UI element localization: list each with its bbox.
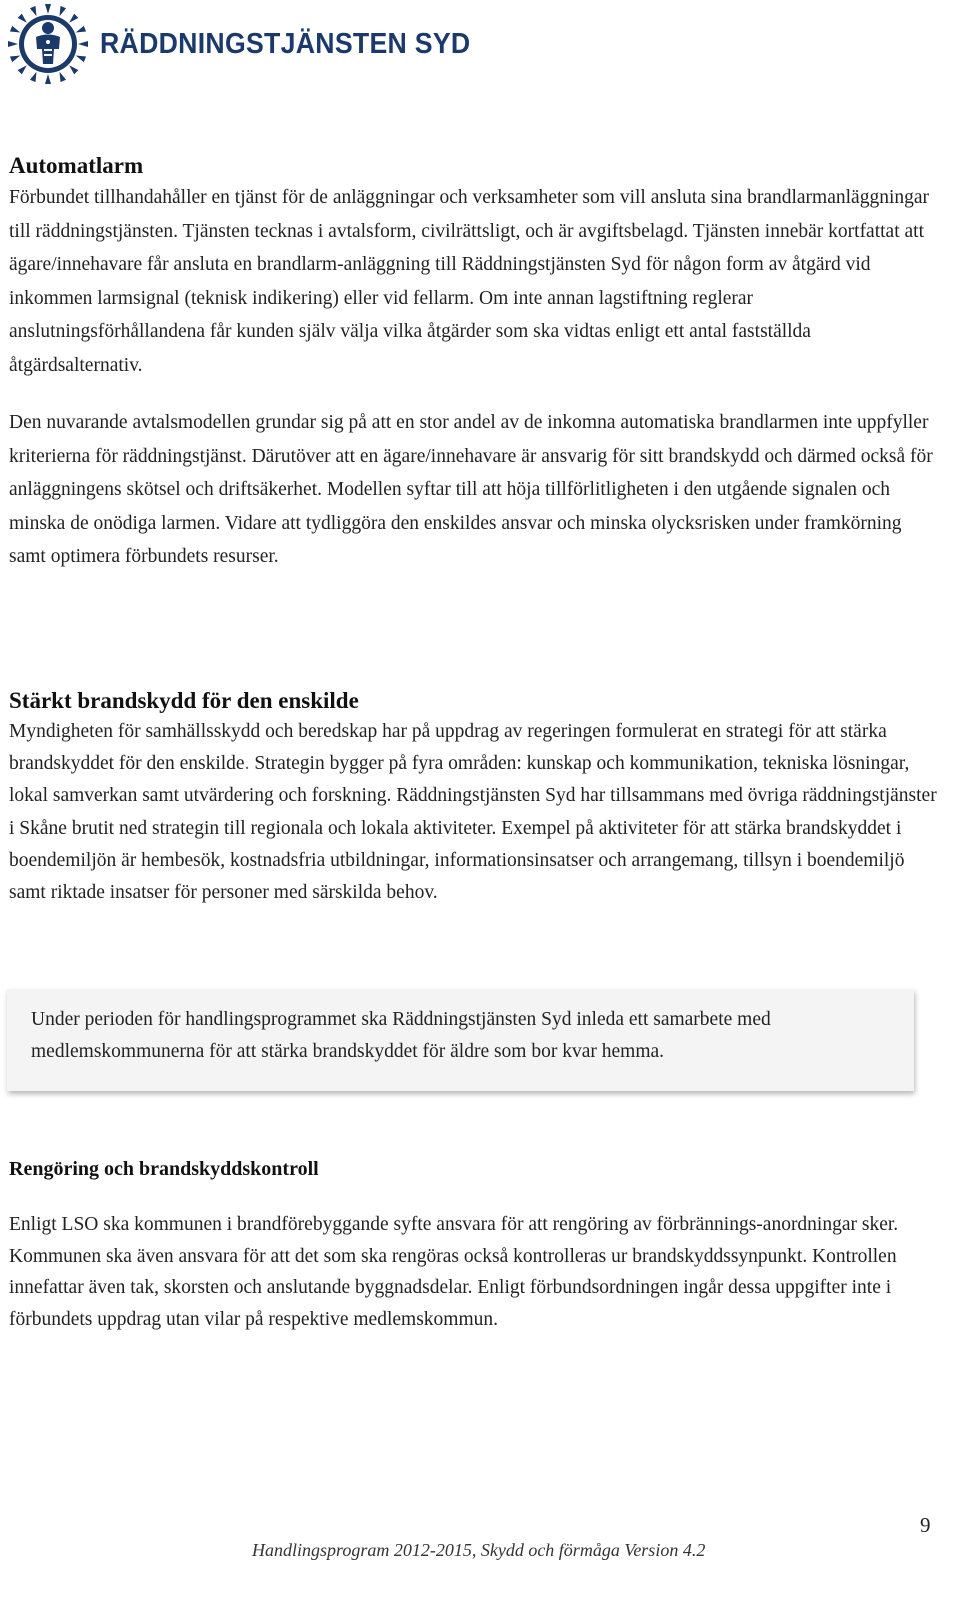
section-heading: Stärkt brandskydd för den enskilde — [9, 688, 359, 713]
body-paragraph: Den nuvarande avtalsmodellen grundar sig på att en stor andel av de inkomna automatiska brandlarmen inte uppfyller kriterierna för räddningstjänst. Därutöver att en ägare/innehavare är ansvarig för sitt brandskydd och därmed också för anläggningens skötsel och driftsäkerhet. Modellen syftar till att höja tillförlitligheten i den utgående signalen och minska de onödiga larmen. Vidare att tydliggöra den enskildes ansvar och minska olycksrisken under framkörning samt optimera förbundets resurser. — [9, 412, 933, 567]
body-paragraph — [9, 716, 939, 909]
rescue-service-emblem-icon — [6, 2, 90, 86]
body-paragraph: Enligt LSO ska kommunen i brandförebyggande syfte ansvara för att rengöring av förbrännings-anordningar sker. Kommunen ska även ansvara för att det som ska rengöras också kontrolleras ur brandskyddssynpunkt. Kontrollen innefattar även tak, skorsten och anslutande byggnadsdelar. Enligt förbundsordningen ingår dessa uppgifter inte i förbundets uppdrag utan vilar på respektive medlemskommun. — [9, 1214, 899, 1330]
org-name: RÄDDNINGSTJÄNSTEN SYD — [100, 27, 471, 60]
section-heading: Rengöring och brandskyddskontroll — [9, 1158, 319, 1180]
section-brandskydd — [9, 686, 939, 909]
header-logo — [6, 2, 503, 86]
paragraph-text-start: Myndigheten för samhällsskydd och beredskap har på uppdrag av regeringen formulerat en strategi för att stärka brandskyddet för den enskilde — [9, 721, 887, 775]
callout-text: Under perioden för handlingsprogrammet ska Räddningstjänsten Syd inleda ett samarbete med medlemskommunerna för att stärka brandskyddet för äldre som bor kvar hemma. — [31, 1009, 771, 1062]
body-paragraph: Förbundet tillhandahåller en tjänst för de anläggningar och verksamheter som vill ansluta sina brandlarmanläggningar till räddningstjänsten. Tjänsten tecknas i avtalsform, civilrättsligt, och är avgiftsbelagd. Tjänsten innebär kortfattat att ägare/innehavare får ansluta en brandlarm-anläggning till Räddningstjänsten Syd för någon form av åtgärd vid inkommen larmsignal (teknisk indikering) eller vid fellarm. Om inte annan lagstiftning reglerar anslutningsförhållandena får kunden själv välja vilka åtgärder som ska vidtas enligt ett antal fastställda åtgärdsalternativ. — [9, 187, 930, 376]
callout-box — [7, 989, 914, 1091]
section-automatlarm — [9, 151, 939, 574]
section-heading: Automatlarm — [9, 153, 144, 178]
page-number: 9 — [920, 1513, 931, 1537]
section-rengoring — [9, 1155, 939, 1335]
footer-text: Handlingsprogram 2012-2015, Skydd och förmåga Version 4.2 — [252, 1540, 706, 1560]
paragraph-accent-dot: . — [244, 753, 250, 775]
paragraph-text-rest: Strategin bygger på fyra områden: kunskap och kommunikation, tekniska lösningar, lokal samverkan samt utvärdering och forskning. Räddningstjänsten Syd har tillsammans med övriga räddningstjänster i Skåne brutit ned strategin till regionala och lokala aktiviteter. Exempel på aktiviteter för att stärka brandskyddet i boendemiljön är hembesök, kostnadsfria utbildningar, informationsinsatser och arrangemang, tillsyn i boendemiljö samt riktade insatser för personer med särskilda behov. — [9, 753, 937, 904]
